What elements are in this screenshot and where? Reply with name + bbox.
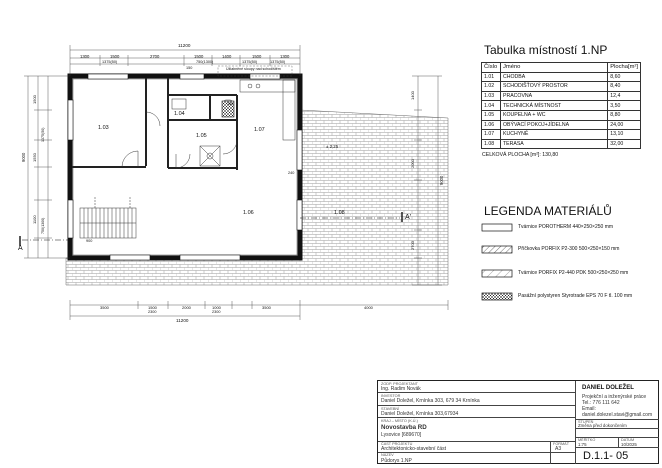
table-cell: 3,50: [608, 101, 641, 111]
table-cell: KOUPELNA + WC: [501, 110, 608, 120]
table-cell: 1.07: [482, 130, 501, 140]
right-overall-dim: 9000: [439, 175, 444, 185]
kitchen-units: [240, 80, 295, 140]
left-dim-4: 1100: [32, 215, 37, 224]
tb-stage-label: STUPEŇ: [578, 420, 594, 424]
table-cell: TECHNICKÁ MÍSTNOST: [501, 101, 608, 111]
tb-label-nazev: NÁZEV: [381, 453, 394, 457]
tb-date-value: 10/2025: [621, 442, 637, 447]
tb-label-stavebni: STAVEBNÍ: [381, 407, 400, 411]
bottom-sub-2: 2300: [212, 310, 221, 314]
misc-label-900: 900: [86, 239, 93, 243]
left-dim-1: 1500: [32, 95, 37, 104]
overhead-note: Úžlabněné sloupy nad schodištěm: [226, 67, 281, 71]
legend-label-porfix-p2-300: Příčkovka PORFIX P2-300 500×250×150 mm: [518, 246, 620, 252]
tb-format-value: A3: [555, 446, 562, 452]
total-area: CELKOVÁ PLOCHA [m²]: 130,80: [482, 152, 559, 158]
legend-label-porotherm: Tvárnice POROTHERM 440×250×250 mm: [518, 224, 614, 230]
legend-swatch-porotherm: [482, 224, 512, 231]
table-cell: OBÝVACÍ POKOJ+JÍDELNA: [501, 120, 608, 130]
table-header-row: [482, 63, 641, 73]
tb-divider: [378, 452, 575, 453]
right-dim-3: 2700: [410, 241, 415, 250]
top-dim-7: 1300: [280, 54, 290, 59]
tb-author-line-4: daniel.dolezel.stavi@gmail.com: [582, 412, 653, 418]
tb-divider: [378, 392, 575, 393]
table-row: [482, 110, 641, 120]
table-cell: 12,4: [608, 91, 641, 101]
table-cell: 24,00: [608, 120, 641, 130]
table-cell: KUCHYNĚ: [501, 130, 608, 140]
table-cell: TERASA: [501, 139, 608, 149]
table-cell: 1.03: [482, 91, 501, 101]
section-marker-right: A': [405, 214, 412, 221]
room-table: [481, 62, 641, 149]
table-cell: PRACOVNA: [501, 91, 608, 101]
room-label-1-07: 1.07: [254, 127, 265, 133]
tb-value-cast: Architektonicko-stavební část: [381, 446, 447, 452]
right-dim-1: 1400: [410, 91, 415, 100]
tb-author-line-2: Tel.: 776 111 642: [582, 400, 620, 406]
bottom-dim-1: 3500: [100, 305, 109, 310]
table-row: [482, 139, 641, 149]
tb-divider: [378, 417, 575, 418]
tb-divider: [550, 441, 551, 464]
top-dim-1: 1300: [80, 54, 90, 59]
section-marker-left: A: [18, 245, 23, 252]
table-cell: 8,60: [608, 72, 641, 82]
table-header: Číslo: [482, 63, 501, 73]
table-row: [482, 130, 641, 140]
tb-format-label: FORMÁT: [553, 442, 570, 446]
tb-divider: [575, 381, 576, 464]
tb-label-investor: INVESTOR: [381, 394, 401, 398]
tb-value-nazev: Půdorys 1.NP: [381, 458, 412, 464]
top-dim-2: 1500: [110, 54, 120, 59]
tb-label-kraj: KRAJ – MÍSTO (K.Ú.): [381, 419, 418, 423]
tb-sheet-number: D.1.1- 05: [583, 450, 629, 462]
tb-author-line-3: Email:: [582, 406, 596, 412]
left-dim-2: 1375(50): [41, 127, 45, 142]
legend-swatch-porfix-p2-440: [482, 270, 512, 277]
table-cell: 8,80: [608, 110, 641, 120]
room-table-title: Tabulka místností 1.NP: [484, 43, 608, 57]
overall-width-top: 11200: [178, 43, 191, 48]
room-label-1-06: 1.06: [243, 210, 254, 216]
table-header: Plocha[m²]: [608, 63, 641, 73]
top-dim-5: 1400: [222, 54, 232, 59]
terrace-level: ± 2,25: [326, 144, 339, 149]
right-dim-2: 2000: [410, 159, 415, 168]
top-subdim-2: 1375(50): [242, 60, 258, 64]
tb-label-projektant: ZODP. PROJEKTANT: [381, 382, 418, 386]
table-cell: 1.02: [482, 82, 501, 92]
legend-title: LEGENDA MATERIÁLŮ: [484, 204, 612, 218]
room-label-1-03: 1.03: [98, 125, 109, 131]
misc-label-240: 240: [288, 171, 295, 175]
room-label-1-08: 1.08: [334, 210, 345, 216]
table-cell: 1.08: [482, 139, 501, 149]
bottom-dim-6: 4000: [364, 305, 373, 310]
tb-scale-label: MĚŘÍTKO: [578, 438, 596, 442]
table-cell: 1.05: [482, 110, 501, 120]
room-label-1-05: 1.05: [196, 133, 207, 139]
table-row: [482, 101, 641, 111]
top-subdim-3: 1375(50): [270, 60, 286, 64]
tb-author-name: DANIEL DOLEŽEL: [582, 385, 634, 391]
table-header: Jméno: [501, 63, 608, 73]
tb-divider: [618, 437, 619, 447]
interior-walls: [72, 78, 237, 170]
tb-date-label: DATUM: [621, 438, 635, 442]
top-small-1: 150: [186, 66, 193, 70]
top-dim-6: 1500: [252, 54, 262, 59]
tb-divider: [378, 405, 575, 406]
legend-label-porfix-p2-440: Tvárnice PORFIX P2-440 PDK 500×250×250 mm: [518, 270, 629, 276]
table-row: [482, 72, 641, 82]
top-small-2: 750(1300): [196, 60, 214, 64]
table-cell: CHODBA: [501, 72, 608, 82]
bottom-sub-1: 2300: [148, 310, 157, 314]
tb-value-location: Lysovice [689670]: [381, 432, 422, 438]
top-subdim-1: 1375(50): [102, 60, 118, 64]
tb-divider: [575, 428, 659, 429]
left-dim-3: 1550: [32, 153, 37, 162]
legend-swatch-porfix-p2-300: [482, 246, 512, 253]
table-cell: SCHODIŠŤOVÝ PROSTOR: [501, 82, 608, 92]
staircase: [80, 197, 136, 238]
bottom-dim-4: 1000: [212, 305, 221, 310]
table-row: [482, 82, 641, 92]
left-overall-dim: 9000: [21, 152, 26, 162]
tb-scale-value: 1:75: [578, 442, 587, 447]
top-dim-3: 2700: [150, 54, 160, 59]
bottom-dim-5: 3500: [262, 305, 271, 310]
tb-project-name: Novostavba RD: [381, 424, 427, 431]
tb-label-cast: ČÁST PROJEKTU: [381, 442, 413, 446]
tb-divider: [575, 447, 659, 448]
room-label-1-04: 1.04: [174, 111, 185, 117]
tb-author-line-1: Projekční a inženýrské práce: [582, 394, 647, 400]
tb-stage-value: Změna před dokončením: [578, 423, 627, 428]
bottom-dim-2: 1500: [148, 305, 157, 310]
top-dim-4: 1500: [194, 54, 204, 59]
overall-width-bottom: 11200: [176, 318, 189, 323]
table-cell: 8,40: [608, 82, 641, 92]
tb-value-stavebni: Daniel Doležel, Krnínka 303,67934: [381, 411, 459, 417]
tb-value-projektant: Ing. Radim Novák: [381, 386, 421, 392]
table-cell: 1.01: [482, 72, 501, 82]
table-cell: 1.06: [482, 120, 501, 130]
legend-label-eps: Pasážní polystyren Styrotrade EPS 70 F tl. 100 mm: [518, 293, 633, 299]
title-block: [377, 380, 659, 464]
table-cell: 13,10: [608, 130, 641, 140]
tb-value-investor: Daniel Doležel, Krnínka 303, 679 34 Krnínka: [381, 398, 480, 404]
left-dim-5: 750(1300): [41, 217, 45, 234]
table-cell: 32,00: [608, 139, 641, 149]
table-row: [482, 91, 641, 101]
misc-label-150: 150: [227, 102, 234, 106]
table-cell: 1.04: [482, 101, 501, 111]
legend-swatch-eps: [482, 293, 512, 300]
table-row: [482, 120, 641, 130]
bottom-dim-3: 2000: [182, 305, 191, 310]
